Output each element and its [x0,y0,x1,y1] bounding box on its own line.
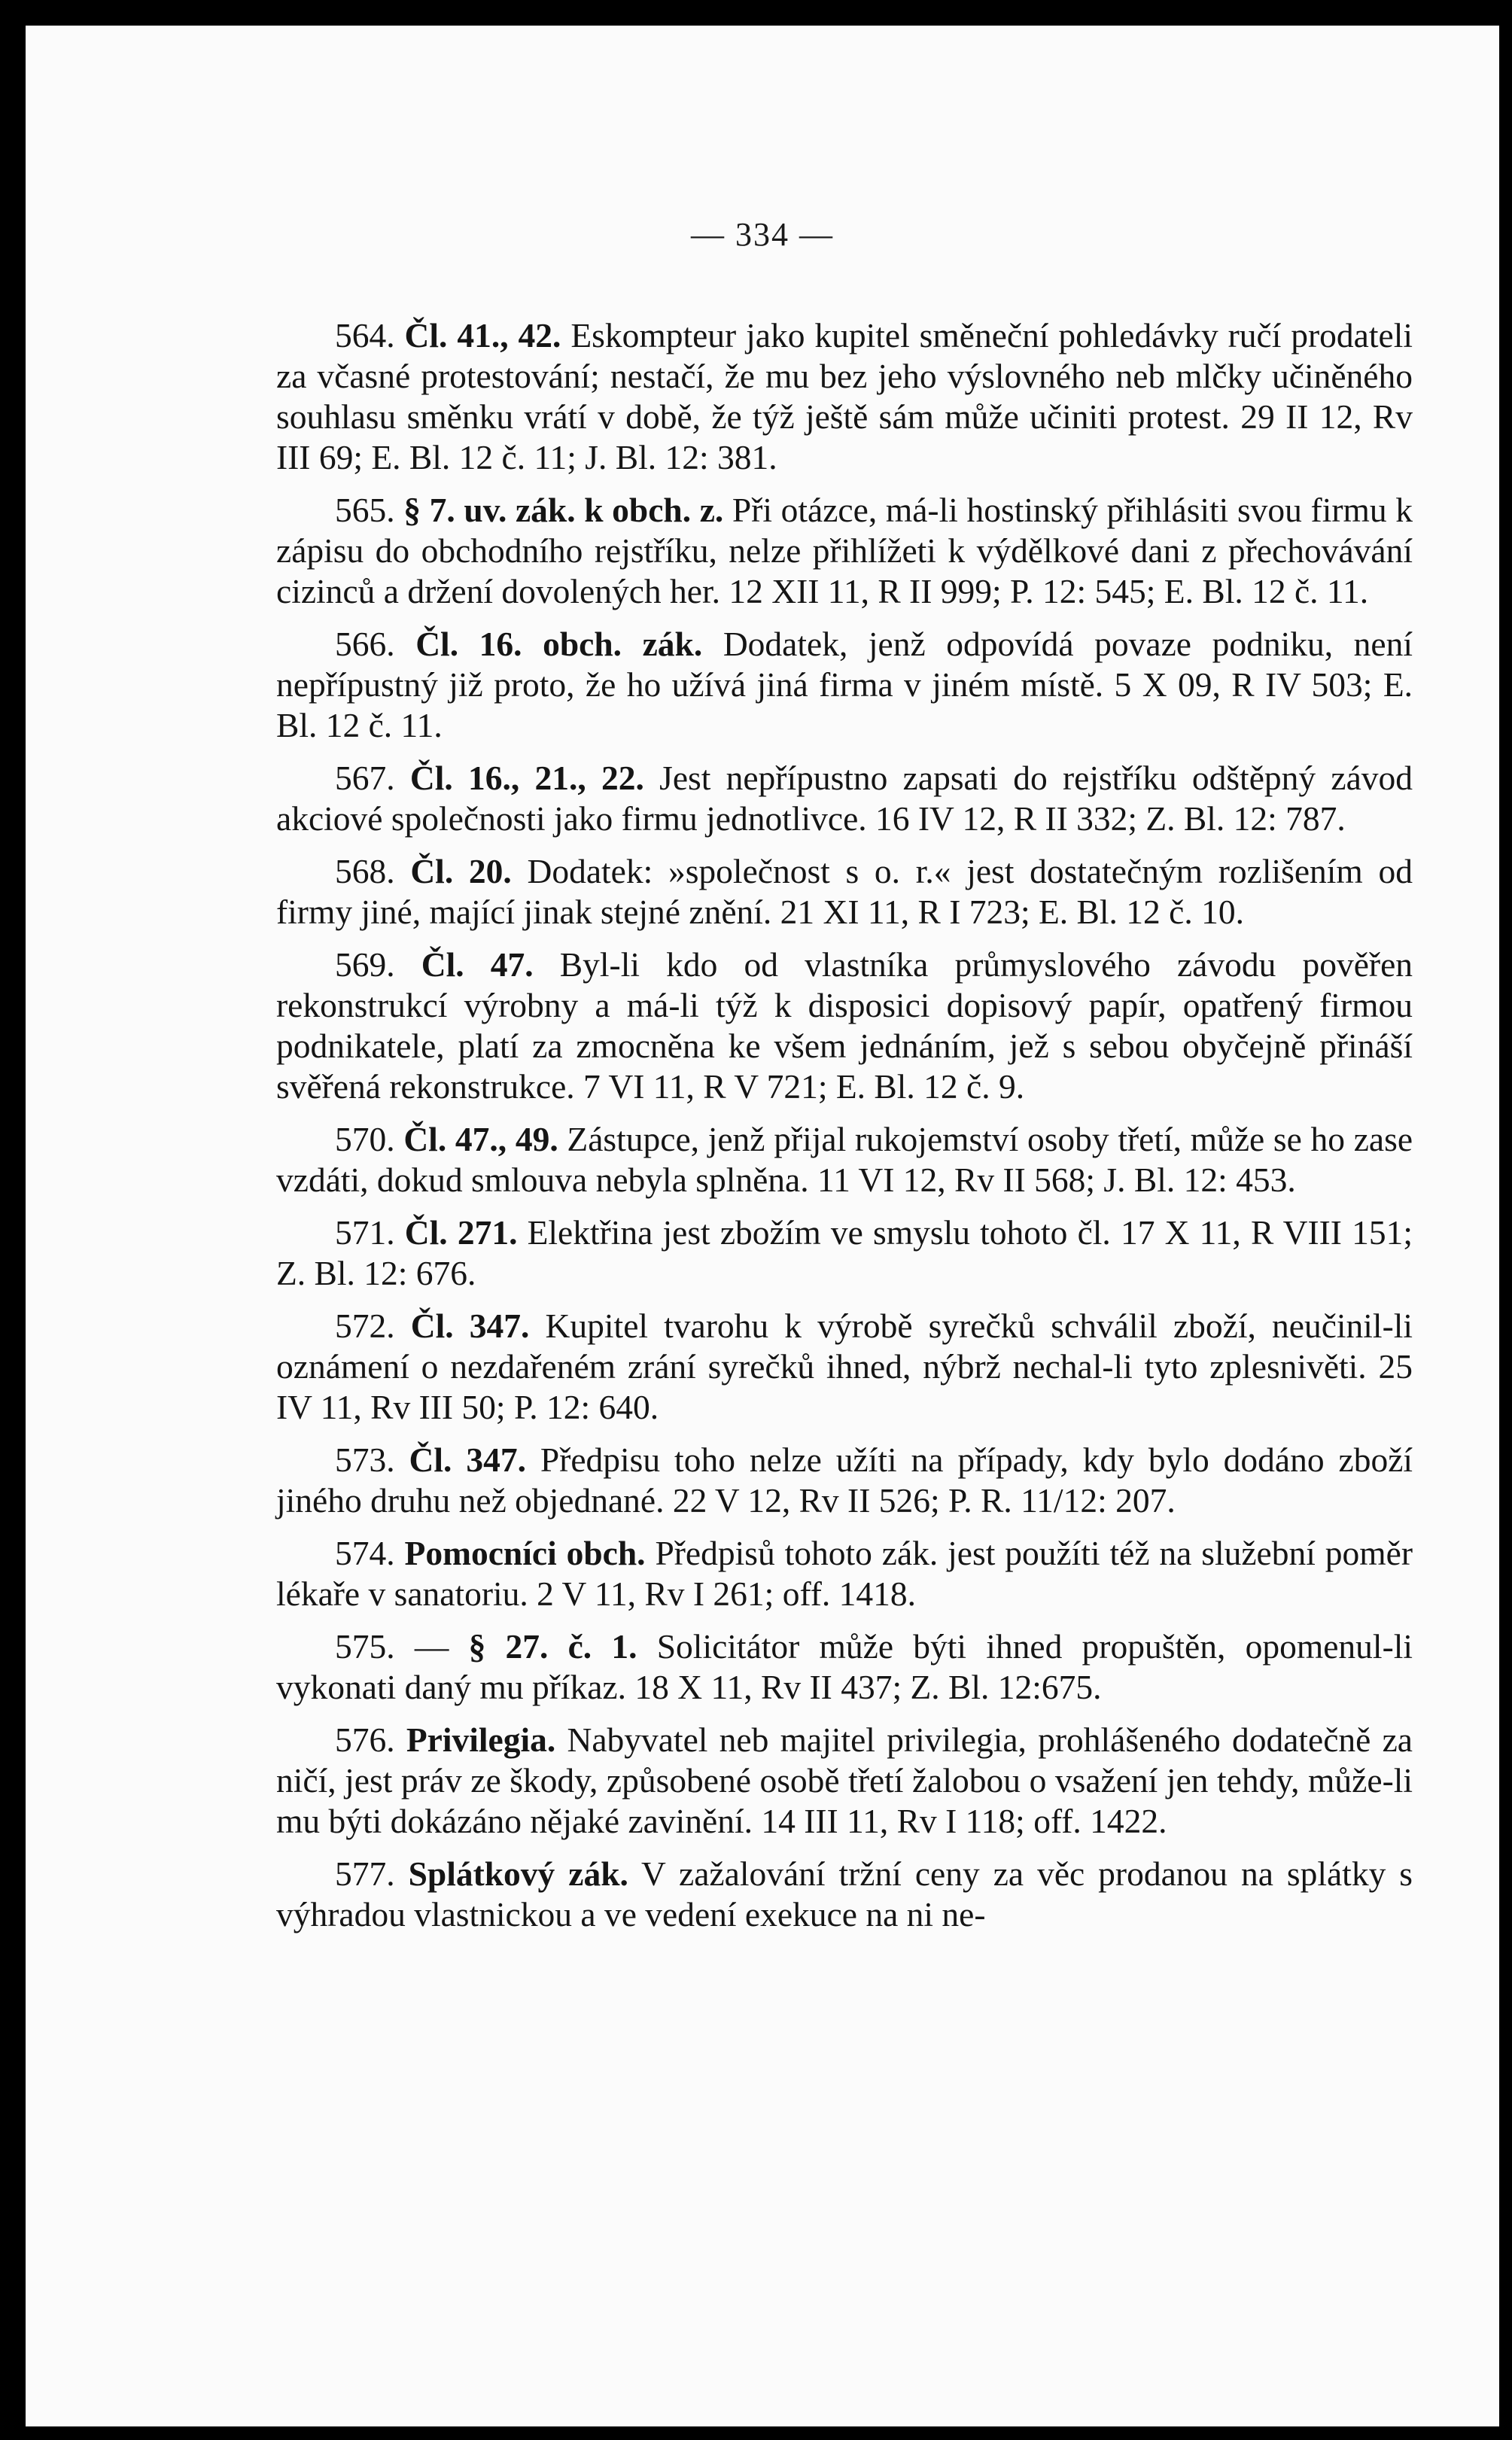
entry-number: 575. — [335,1627,449,1666]
entry [276,1626,1413,1708]
entry [276,1440,1413,1521]
entry-number: 564. [335,316,395,354]
entry-text: Při otázce, má-li hostinský přihlásiti svou firmu k zápisu do obchodního rejstříku, nelze přihlížeti k výdělkové dani z přechovávání cizinců a držení dovolených her. 12 XII 11, R II 999; P. 12: 545; E. Bl. 12 č. 11. [276,491,1413,610]
entry-reference: § 7. uv. zák. k obch. z. [403,491,724,529]
entry [276,851,1413,932]
entry-text: Solicitátor může býti ihned propuštěn, opomenul-li vykonati daný mu příkaz. 18 X 11, Rv II 437; Z. Bl. 12:675. [276,1627,1413,1706]
entry-reference: Čl. 271. [404,1213,518,1252]
entry [276,1720,1413,1842]
entry-number: 577. [335,1854,395,1893]
entry-number: 569. [335,945,395,984]
entry-text: Jest nepřípustno zapsati do rejstříku odštěpný závod akciové společnosti jako firmu jednotlivce. 16 IV 12, R II 332; Z. Bl. 12: 787. [276,759,1413,838]
entry-number: 571. [335,1213,395,1252]
entry-number: 568. [335,852,395,890]
entry-text: Předpisu toho nelze užíti na případy, kdy bylo dodáno zboží jiného druhu než objednané. 22 V 12, Rv II 526; P. R. 11/12: 207. [276,1441,1413,1520]
entry-reference: Čl. 47. [421,945,534,984]
entry [276,1212,1413,1294]
entry-text: Eskompteur jako kupitel směneční pohledávky ručí prodateli za včasné protestování; nestačí, že mu bez jeho výslovného neb mlčky učiněného souhlasu směnku vrátí v době, že týž ještě sám může učiniti protest. 29 II 12, Rv III 69; E. Bl. 12 č. 11; J. Bl. 12: 381. [276,316,1413,476]
entry-text: Dodatek, jenž odpovídá povaze podniku, není nepřípustný již proto, že ho užívá jiná firma v jiném místě. 5 X 09, R IV 503; E. Bl. 12 č. 11. [276,625,1413,744]
entry-number: 570. [335,1120,395,1158]
entry-number: 566. [335,625,395,663]
entry-text: V zažalování tržní ceny za věc prodanou na splátky s výhradou vlastnickou a ve vedení exekuce na ni ne- [276,1854,1413,1933]
entry-reference: Čl. 20. [410,852,512,890]
entry-text: Byl-li kdo od vlastníka průmyslového závodu pověřen rekonstrukcí výrobny a má-li týž k disposici dopisový papír, opatřený firmou podnikatele, platí za zmocněna ke všem jednáním, jež s sebou obyčejně přináší svěřená rekonstrukce. 7 VI 11, R V 721; E. Bl. 12 č. 9. [276,945,1413,1106]
entry-number: 565. [335,491,395,529]
document-page [26,26,1499,2426]
entry-text: Nabyvatel neb majitel privilegia, prohlášeného dodatečně za ničí, jest práv ze škody, způsobené osobě třetí žalobou o vsažení jen tehdy, může-li mu býti dokázáno nějaké zavinění. 14 III 11, Rv I 118; off. 1422. [276,1720,1413,1840]
entry-reference: Pomocníci obch. [404,1534,646,1572]
entry-text: Kupitel tvarohu k výrobě syrečků schválil zboží, neučinil-li oznámení o nezdařeném zrání syrečků ihned, nýbrž nechal-li tyto zplesnivěti. 25 IV 11, Rv III 50; P. 12: 640. [276,1307,1413,1426]
entry [276,1306,1413,1428]
entry-reference: § 27. č. 1. [468,1627,637,1666]
entry-reference: Čl. 347. [410,1307,530,1345]
entry [276,624,1413,746]
entry [276,490,1413,612]
entry [276,1119,1413,1200]
entry [276,1533,1413,1614]
entry-number: 567. [335,759,395,797]
entry-reference: Čl. 347. [409,1441,526,1479]
entry [276,1854,1413,1935]
entry-number: 576. [335,1720,395,1759]
entry-reference: Čl. 16., 21., 22. [409,759,644,797]
entry-text: Zástupce, jenž přijal rukojemství osoby třetí, může se ho zase vzdáti, dokud smlouva nebyla splněna. 11 VI 12, Rv II 568; J. Bl. 12: 453. [276,1120,1413,1199]
entry [276,945,1413,1107]
entry-number: 574. [335,1534,395,1572]
entry [276,758,1413,839]
entry-text: Předpisů tohoto zák. jest použíti též na služební poměr lékaře v sanatoriu. 2 V 11, Rv I 261; off. 1418. [276,1534,1413,1613]
entry-number: 573. [335,1441,395,1479]
entry-reference: Privilegia. [406,1720,556,1759]
page-number: — 334 — [691,216,834,253]
entry-text: Dodatek: »společnost s o. r.« jest dostatečným rozlišením od firmy jiné, mající jinak stejné znění. 21 XI 11, R I 723; E. Bl. 12 č. 10. [276,852,1413,931]
entry-reference: Čl. 41., 42. [404,316,561,354]
entry-reference: Čl. 16. obch. zák. [415,625,703,663]
entry-text: Elektřina jest zbožím ve smyslu tohoto čl. 17 X 11, R VIII 151; Z. Bl. 12: 676. [276,1213,1413,1292]
entry-number: 572. [335,1307,395,1345]
entry-reference: Čl. 47., 49. [403,1120,558,1158]
page-body [276,315,1413,1947]
entry [276,315,1413,478]
entry-reference: Splátkový zák. [408,1854,628,1893]
